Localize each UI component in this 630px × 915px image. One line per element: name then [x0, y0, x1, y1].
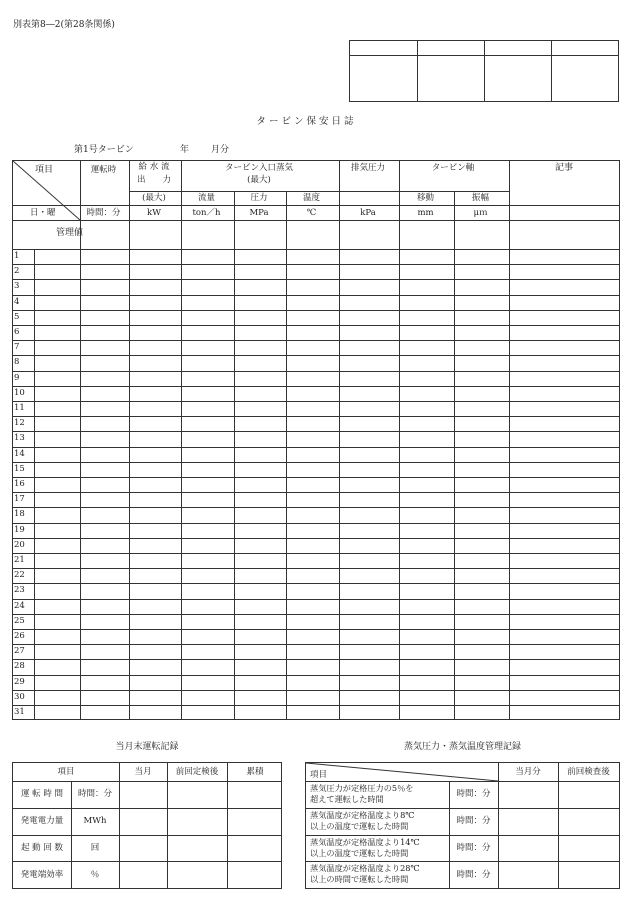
- table-row-line: [13, 644, 619, 645]
- table-row-line: [13, 371, 619, 372]
- table-row-line: [13, 507, 619, 508]
- steam-col-prev: 前回検査後: [567, 767, 610, 777]
- monthly-record-table: [12, 762, 282, 889]
- day-number: 17: [14, 494, 25, 505]
- grid-line: [227, 763, 228, 888]
- header-feed-unit: kW: [147, 208, 161, 218]
- grid-line: [306, 861, 619, 862]
- day-number: 9: [14, 372, 20, 383]
- day-number: 20: [14, 539, 25, 550]
- header-feed-3: (最大): [142, 193, 166, 203]
- day-number: 13: [14, 433, 25, 444]
- grid-line: [181, 191, 509, 192]
- day-number: 12: [14, 418, 25, 429]
- grid-line: [558, 763, 559, 888]
- day-number: 3: [14, 281, 20, 292]
- day-number: 2: [14, 266, 20, 277]
- grid-line: [181, 161, 182, 719]
- day-number: 15: [14, 463, 25, 474]
- page-title: タ ー ビ ン 保 安 日 誌: [256, 116, 354, 127]
- table-row-line: [13, 538, 619, 539]
- turbine-log-table: [12, 160, 620, 720]
- steam-col-month: 当月分: [515, 767, 541, 777]
- monthly-col-item: 項目: [57, 767, 75, 777]
- table-row-line: [13, 599, 619, 600]
- steam-row-label-line2: 以上の温度で運転した時間: [310, 820, 409, 831]
- steam-row-label-line1: 蒸気温度が定格温度より14℃: [310, 836, 420, 847]
- table-row-line: [13, 310, 619, 311]
- header-move-unit: mm: [417, 208, 434, 218]
- table-row-line: [13, 325, 619, 326]
- table-row-line: [13, 583, 619, 584]
- grid-line: [399, 161, 400, 719]
- grid-line: [498, 763, 499, 888]
- day-number: 1: [14, 251, 20, 261]
- steam-record-title: 蒸気圧力・蒸気温度管理記録: [403, 742, 521, 752]
- header-flow-unit: ton／h: [192, 208, 221, 218]
- header-day: 日・曜: [30, 208, 56, 218]
- grid-line: [13, 249, 619, 250]
- header-pressure-unit: MPa: [249, 208, 269, 218]
- table-row-line: [13, 553, 619, 554]
- monthly-record-title: 当月末運転記録: [115, 742, 179, 752]
- day-number: 19: [14, 524, 25, 535]
- day-number: 4: [14, 296, 20, 307]
- approval-stamp-box: [349, 40, 619, 102]
- header-flow: 流量: [197, 193, 215, 203]
- monthly-row-unit: 回: [90, 842, 100, 853]
- day-number: 27: [14, 646, 25, 657]
- monthly-row-label: 発電端効率: [20, 869, 64, 880]
- month-label: 月分: [211, 145, 230, 155]
- steam-header-diagonal: [306, 763, 498, 781]
- monthly-col-total: 累積: [246, 767, 264, 777]
- header-inlet-steam: タービン入口蒸気: [224, 163, 293, 173]
- grid-line: [13, 220, 619, 221]
- header-move: 移動: [416, 193, 434, 203]
- grid-line: [306, 781, 619, 782]
- header-notes: 記事: [554, 163, 573, 173]
- day-number: 25: [14, 615, 25, 626]
- table-row-line: [13, 279, 619, 280]
- day-number: 22: [14, 570, 25, 581]
- header-vibration-unit: μｍ: [473, 208, 488, 218]
- table-row-line: [13, 705, 619, 706]
- grid-line: [129, 191, 181, 192]
- steam-row-label-line1: 蒸気温度が定格温度より28℃: [310, 863, 420, 874]
- table-row-line: [13, 340, 619, 341]
- monthly-row-label: 起 動 回 数: [20, 842, 64, 853]
- grid-line: [306, 835, 619, 836]
- grid-line: [129, 161, 130, 719]
- monthly-row-unit: 時間：分: [77, 789, 112, 800]
- day-number: 31: [14, 707, 25, 717]
- header-shaft: タービン軸: [431, 163, 475, 173]
- steam-row-unit: 時間：分: [456, 869, 491, 880]
- steam-row-unit: 時間：分: [456, 842, 491, 853]
- day-number: 10: [14, 387, 25, 398]
- table-row-line: [13, 675, 619, 676]
- steam-row-label-line1: 蒸気圧力が定格圧力の5％を: [310, 783, 414, 793]
- monthly-row-label: 発電電力量: [20, 816, 64, 827]
- grid-line: [454, 191, 455, 719]
- header-temperature-unit: ℃: [306, 208, 317, 218]
- header-exhaust: 排気圧力: [350, 163, 385, 173]
- monthly-col-prev: 前回定検後: [175, 767, 219, 777]
- steam-record-table: [305, 762, 620, 889]
- day-number: 21: [14, 555, 25, 565]
- table-row-line: [13, 659, 619, 660]
- grid-line: [13, 835, 281, 836]
- table-row-line: [13, 462, 619, 463]
- header-inlet-sub: (最大): [247, 175, 271, 185]
- table-row-line: [13, 568, 619, 569]
- grid-line: [286, 191, 287, 719]
- day-number: 24: [14, 600, 25, 611]
- monthly-row-label: 運 転 時 間: [20, 789, 64, 800]
- table-row-line: [13, 523, 619, 524]
- table-row-line: [13, 264, 619, 265]
- grid-line: [339, 161, 340, 719]
- day-number: 29: [14, 676, 25, 687]
- table-row-line: [13, 295, 619, 296]
- table-row-line: [13, 401, 619, 402]
- day-number: 26: [14, 631, 25, 641]
- day-number: 23: [14, 585, 25, 596]
- table-row-line: [13, 629, 619, 630]
- unit-label: 第1号タービン: [74, 145, 134, 155]
- day-number: 14: [14, 448, 25, 459]
- grid-line: [13, 205, 619, 206]
- table-row-line: [13, 431, 619, 432]
- day-number: 28: [14, 661, 25, 672]
- day-number: 11: [14, 403, 25, 413]
- table-row-line: [13, 690, 619, 691]
- header-run-unit: 時間：分: [86, 208, 121, 218]
- grid-line: [306, 808, 619, 809]
- grid-line: [509, 161, 510, 719]
- management-value-label: 管理値: [56, 228, 84, 238]
- grid-line: [167, 763, 168, 888]
- table-row-line: [13, 492, 619, 493]
- steam-row-unit: 時間：分: [456, 816, 491, 827]
- header-exhaust-unit: kPa: [360, 208, 376, 218]
- table-row-line: [13, 386, 619, 387]
- grid-line: [119, 763, 120, 888]
- table-row-line: [13, 447, 619, 448]
- grid-line: [80, 161, 81, 719]
- table-row-line: [13, 355, 619, 356]
- day-number: 16: [14, 479, 25, 489]
- steam-col-item: 項目: [310, 770, 328, 780]
- steam-row-label-line2: 以上の時間で運転した時間: [310, 874, 409, 885]
- table-row-line: [13, 477, 619, 478]
- day-number: 5: [14, 311, 20, 322]
- grid-line: [13, 781, 281, 782]
- steam-row-unit: 時間：分: [456, 789, 491, 800]
- steam-row-label-line2: 以上の温度で運転した時間: [310, 847, 409, 858]
- steam-row-label-line2: 超えて運転した時間: [310, 794, 384, 804]
- grid-line: [13, 861, 281, 862]
- header-feed-1: 給 水 流: [138, 162, 170, 172]
- grid-line: [34, 249, 35, 719]
- day-number: 6: [14, 327, 20, 337]
- header-item: 項目: [35, 165, 54, 175]
- grid-line: [234, 191, 235, 719]
- header-vibration: 振幅: [471, 193, 489, 203]
- header-temperature: 温度: [302, 193, 320, 203]
- day-number: 7: [14, 342, 20, 353]
- day-number: 30: [14, 691, 25, 702]
- grid-line: [13, 808, 281, 809]
- monthly-row-unit: MWh: [83, 816, 107, 827]
- day-number: 18: [14, 509, 25, 520]
- steam-row-label-line1: 蒸気温度が定格温度より8℃: [310, 809, 415, 820]
- table-row-line: [13, 614, 619, 615]
- year-label: 年: [180, 145, 190, 155]
- header-feed-2: 出 力: [136, 175, 171, 185]
- day-number: 8: [14, 357, 20, 368]
- header-pressure: 圧力: [250, 193, 268, 203]
- monthly-row-unit: ％: [90, 869, 100, 880]
- monthly-col-month: 当月: [134, 767, 152, 777]
- table-row-line: [13, 416, 619, 417]
- header-run: 運転時: [90, 165, 117, 175]
- form-reference: 別表第8―2(第28条関係): [13, 20, 115, 30]
